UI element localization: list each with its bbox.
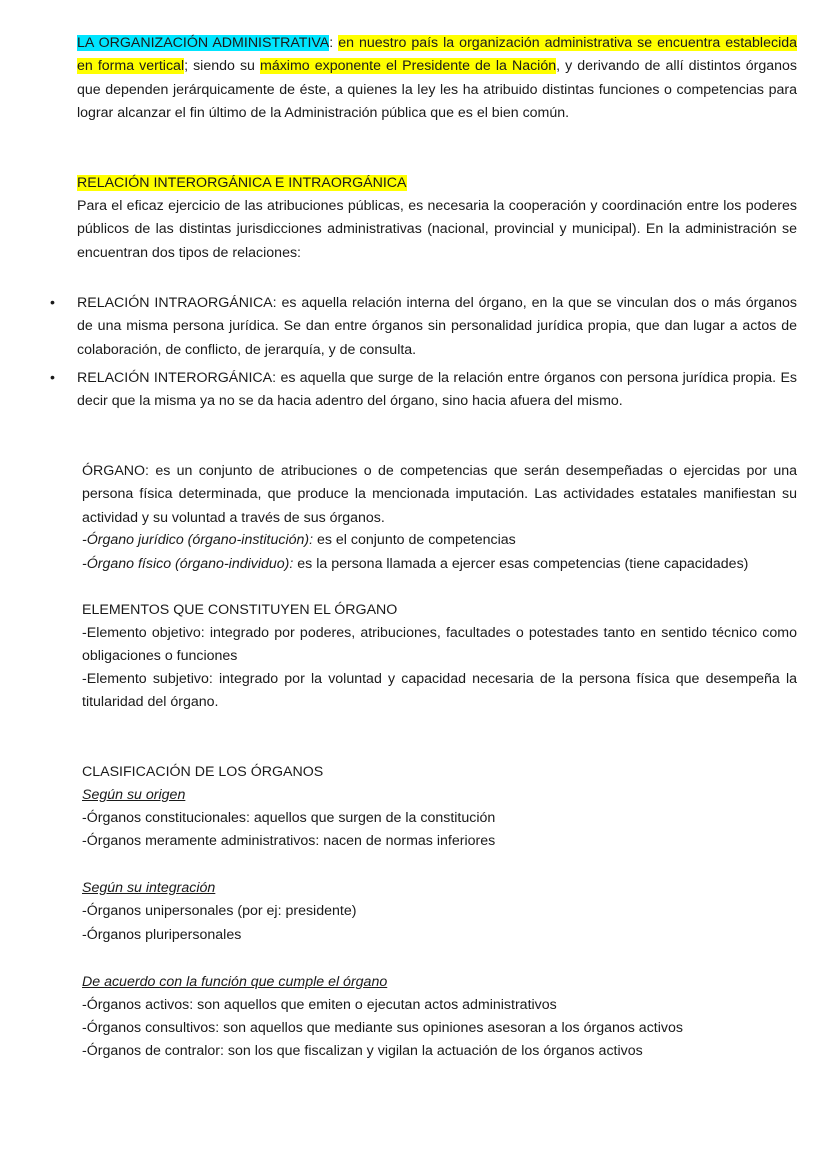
list-item: -Órganos unipersonales (por ej: presidente) bbox=[82, 903, 357, 919]
relacion-heading-line bbox=[77, 172, 797, 195]
intro-text-1: ; siendo su bbox=[184, 58, 260, 75]
organo-juridico bbox=[82, 529, 797, 552]
elementos-heading: ELEMENTOS QUE CONSTITUYEN EL ÓRGANO bbox=[82, 602, 398, 618]
list-item: -Órganos constitucionales: aquellos que surgen de la constitución bbox=[82, 810, 496, 826]
list-item bbox=[50, 292, 797, 362]
list-item bbox=[50, 367, 797, 414]
intro-highlight-vertical: en nuestro país la organización administrativa se encuentra establecida en forma vertical bbox=[77, 35, 798, 75]
origen-subheading: Según su origen bbox=[82, 787, 186, 803]
relacion-intra-text: RELACIÓN INTRAORGÁNICA: es aquella relación interna del órgano, en la que se vinculan dos o más órganos de una misma persona jurídica. Se dan entre órganos sin personalidad jurídica propia, que dan lugar a actos de colaboración, de conflicto, de jerarquía, y de consulta. bbox=[77, 295, 797, 358]
organo-juridico-text: es el conjunto de competencias bbox=[313, 532, 516, 548]
integracion-subheading: Según su integración bbox=[82, 880, 216, 896]
bullet-icon: • bbox=[50, 295, 55, 311]
intro-paragraph bbox=[77, 32, 797, 125]
clasificacion-heading: CLASIFICACIÓN DE LOS ÓRGANOS bbox=[82, 764, 324, 780]
funcion-subheading: De acuerdo con la función que cumple el órgano bbox=[82, 974, 388, 990]
intro-highlight-presidente: máximo exponente el Presidente de la Nación bbox=[260, 58, 557, 75]
organo-definition: ÓRGANO: es un conjunto de atribuciones o de competencias que serán desempeñadas o ejercidas por una persona física determinada, que produce la mencionada imputación. Las actividades estatales manifiestan su actividad y su voluntad a través de sus órganos. bbox=[82, 463, 797, 526]
organo-fisico-text: es la persona llamada a ejercer esas competencias (tiene capacidades) bbox=[293, 556, 749, 572]
list-item: -Órganos de contralor: son los que fiscalizan y vigilan la actuación de los órganos activos bbox=[82, 1043, 643, 1059]
relacion-heading: RELACIÓN INTERORGÁNICA E INTRAORGÁNICA bbox=[77, 175, 407, 191]
list-item: -Órganos activos: son aquellos que emiten o ejecutan actos administrativos bbox=[82, 997, 557, 1013]
organo-juridico-label: -Órgano jurídico (órgano-institución): bbox=[82, 532, 314, 548]
list-item: -Órganos pluripersonales bbox=[82, 927, 242, 943]
intro-text-2: , y derivando de allí distintos órganos que dependen jerárquicamente de éste, a quienes la ley les ha atribuido distintas funciones o competencias para lograr alcanzar el fin último de la Administración pública que es el bien común. bbox=[77, 58, 798, 121]
relacion-inter-text: RELACIÓN INTERORGÁNICA: es aquella que surge de la relación entre órganos con persona jurídica propia. Es decir que la misma ya no se da hacia adentro del órgano, sino hacia afuera del mismo. bbox=[77, 369, 797, 410]
intro-colon: : bbox=[329, 35, 339, 51]
elemento-subjetivo: -Elemento subjetivo: integrado por la voluntad y capacidad necesaria de la persona física que desempeña la titularidad del órgano. bbox=[82, 671, 797, 711]
elemento-objetivo: -Elemento objetivo: integrado por poderes, atribuciones, facultades o potestades tanto en sentido técnico como obligaciones o funciones bbox=[82, 625, 797, 665]
intro-title: LA ORGANIZACIÓN ADMINISTRATIVA bbox=[77, 35, 330, 51]
organo-fisico-label: -Órgano físico (órgano-individuo): bbox=[82, 556, 294, 572]
relacion-paragraph: Para el eficaz ejercicio de las atribuciones públicas, es necesaria la cooperación y coordinación entre los poderes públicos de las distintas jurisdicciones administrativas (nacional, provincial y municipal). En la administración se encuentran dos tipos de relaciones: bbox=[77, 198, 797, 261]
list-item: -Órganos meramente administrativos: nacen de normas inferiores bbox=[82, 833, 496, 849]
relaciones-list bbox=[50, 292, 797, 413]
organo-fisico bbox=[82, 553, 797, 576]
bullet-icon: • bbox=[50, 369, 55, 386]
list-item: -Órganos consultivos: son aquellos que mediante sus opiniones asesoran a los órganos activos bbox=[82, 1020, 683, 1036]
